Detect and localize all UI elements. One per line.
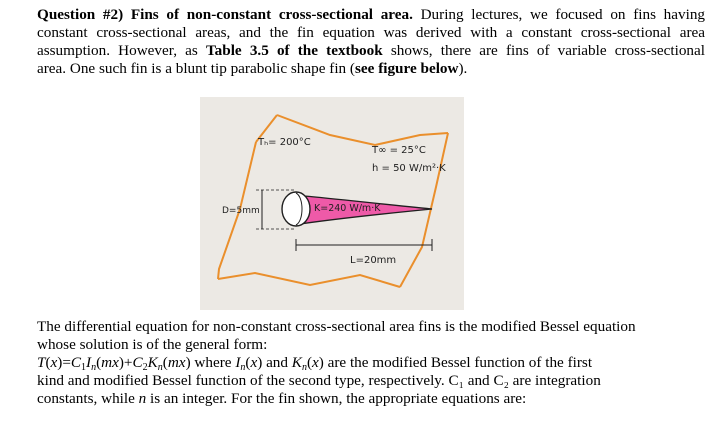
- figure-reference: see figure below: [355, 60, 459, 77]
- table-reference: Table 3.5 of the textbook: [205, 42, 383, 59]
- body-line-5: [37, 390, 705, 408]
- question-text-4-tail: ).: [458, 60, 468, 77]
- ambient-temp-label: T∞ = 25°C: [372, 145, 426, 156]
- question-label: Question #2): [37, 6, 124, 23]
- general-solution-equation: $T(x)=C_1In(mx)+C_2Kn(mx)$ where In(x) and Kn(x) are the modified Bessel function of the first: [37, 354, 593, 373]
- question-text-1: During lectures, we focused on fins having: [412, 6, 706, 23]
- n-variable: n: [138, 390, 147, 407]
- equation-tail: are the modified Bessel function of the first: [323, 354, 593, 371]
- question-text-4: area. One such fin is a blunt tip parabolic shape fin (: [37, 60, 355, 77]
- length-label: L=20mm: [350, 255, 397, 266]
- body-line-2: whose solution is of the general form:: [37, 336, 268, 353]
- fin-base-circle: [282, 192, 310, 226]
- diameter-label: D=5mm: [222, 206, 260, 216]
- question-title: Fins of non-constant cross-sectional area.: [130, 6, 413, 23]
- question-text-2: constant cross-sectional areas, and the fin equation was derived with a constant cross-sectional area: [37, 24, 705, 41]
- bessel-paragraph: [37, 318, 705, 408]
- equation-where: where: [190, 354, 236, 371]
- question-text-3-tail: shows, there are fins of variable cross-sectional: [382, 42, 705, 59]
- conductivity-label: K=240 W/m·K: [314, 203, 381, 214]
- base-temp-label: Tₕ= 200°C: [258, 137, 311, 148]
- convection-coeff-label: h = 50 W/m²·K: [372, 163, 446, 174]
- equation-and: and: [262, 354, 292, 371]
- fin-figure: [200, 97, 464, 310]
- body-line-1: The differential equation for non-constant cross-sectional area fins is the modified Bessel equation: [37, 318, 636, 335]
- question-text-3: assumption. However, as: [37, 42, 206, 59]
- body-line-4: kind and modified Bessel function of the second type, respectively. C₁ and C₂ are integration: [37, 372, 601, 389]
- body-line-5-b: is an integer. For the fin shown, the appropriate equations are:: [146, 390, 527, 407]
- body-line-5-a: constants, while: [37, 390, 139, 407]
- question-paragraph: [37, 6, 705, 78]
